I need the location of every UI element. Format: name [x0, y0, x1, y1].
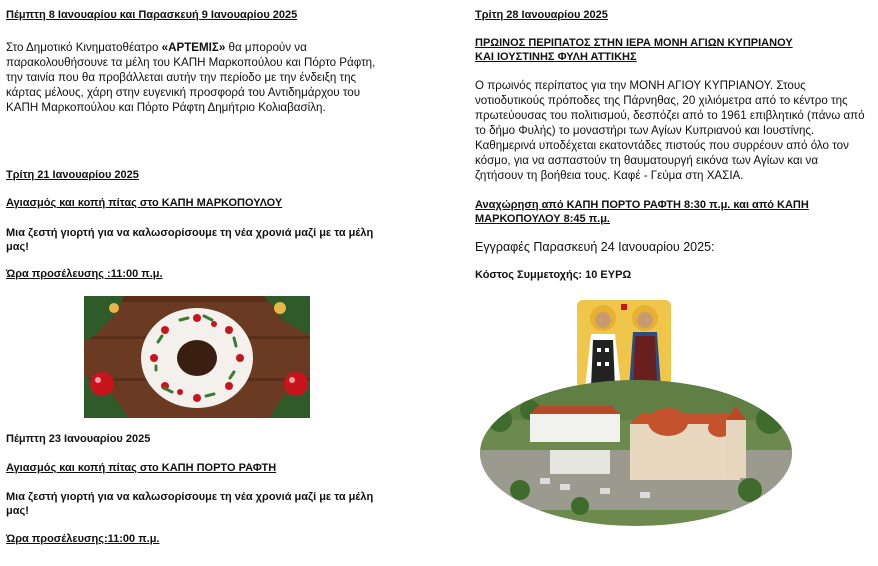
- saints-icon-image: [575, 296, 673, 390]
- event-2-title: Αγιασμός και κοπή πίτας στο ΚΑΠΗ ΠΟΡΤΟ ΡΑΦΤΗ: [6, 462, 277, 474]
- date-heading-2: Τρίτη 21 Ιανουαρίου 2025: [6, 169, 139, 181]
- event-2-description: Μια ζεστή γιορτή για να καλωσορίσουμε τη νέα χρονιά μαζί με τα μέλη μας!: [6, 491, 374, 517]
- monastery-photo: [480, 380, 792, 526]
- date-heading-3: Πέμπτη 23 Ιανουαρίου 2025: [6, 433, 151, 445]
- trip-description: Ο πρωινός περίπατος για την ΜΟΝΗ ΑΓΙΟΥ ΚΥΠΡΙΑΝΟΥ. Στους νοτιοδυτικούς πρόποδες της Πάρνηθας, 20 χιλιόμετρα από το κέντρο της πρωτεύουσας του πολιτισμού, δεσπόζει από το 1961 επιβλητικό (πάνω από το δήμο Φυλής) το μοναστήρι των Αγίων Κυπριανού και Ιουστίνης. Καθημερινά υποδέχεται εκατοντάδες πιστούς που συρρέουν από όλο τον κόσμο, για να ασπαστούν τη θαυματουργή εικόνα των Αγίων και να ζητήσουν τη βοήθεια τους. Καφέ - Γεύμα στη ΧΑΣΙΑ.: [475, 79, 865, 182]
- event-1-title: Αγιασμός και κοπή πίτας στο ΚΑΠΗ ΜΑΡΚΟΠΟΥΛΟΥ: [6, 197, 283, 209]
- trip-departure: Αναχώρηση από ΚΑΠΗ ΠΟΡΤΟ ΡΑΦΤΗ 8:30 π.μ. και από ΚΑΠΗ ΜΑΡΚΟΠΟΥΛΟΥ 8:45 π.μ.: [475, 199, 809, 225]
- event-2-time: Ώρα προσέλευσης:11:00 π.μ.: [6, 533, 160, 545]
- event-1-time: Ώρα προσέλευσης :11:00 π.μ.: [6, 268, 163, 280]
- trip-registration: Εγγραφές Παρασκευή 24 Ιανουαρίου 2025:: [475, 240, 715, 254]
- trip-title-line-2: ΚΑΙ ΙΟΥΣΤΙΝΗΣ ΦΥΛΗ ΑΤΤΙΚΗΣ: [475, 51, 637, 63]
- date-heading-1: Πέμπτη 8 Ιανουαρίου και Παρασκευή 9 Ιανουαρίου 2025: [6, 9, 298, 21]
- cinema-paragraph-rest: θα μπορούν να παρακολουθήσουνε τα μέλη του ΚΑΠΗ Μαρκοπούλου και Πόρτο Ράφτη, την ταινία που θα προβάλλεται αυτήν την περίοδο με την ένδειξη της κάρτας μέλους, χάρη στην ευγενική προσφορά του Αντιδημάρχου του ΚΑΠΗ Μαρκοπούλου και Πόρτο Ράφτη Δημήτριο Κολιαβασίλη.: [6, 41, 376, 114]
- trip-cost: Κόστος Συμμετοχής: 10 ΕΥΡΩ: [475, 269, 632, 281]
- cinema-paragraph: [6, 40, 391, 115]
- trip-title-line-1: ΠΡΩΙΝΟΣ ΠΕΡΙΠΑΤΟΣ ΣΤΗΝ ΙΕΡΑ ΜΟΝΗ ΑΓΙΩΝ ΚΥΠΡΙΑΝΟΥ: [475, 37, 793, 49]
- trip-date: Τρίτη 28 Ιανουαρίου 2025: [475, 9, 608, 21]
- cake-photo: [84, 296, 310, 418]
- event-1-description: Μια ζεστή γιορτή για να καλωσορίσουμε τη νέα χρονιά μαζί με τα μέλη μας!: [6, 227, 374, 253]
- cinema-name: «ΑΡΤΕΜΙΣ»: [161, 41, 226, 54]
- cinema-paragraph-lead: Στο Δημοτικό Κινηματοθέατρο: [6, 41, 162, 54]
